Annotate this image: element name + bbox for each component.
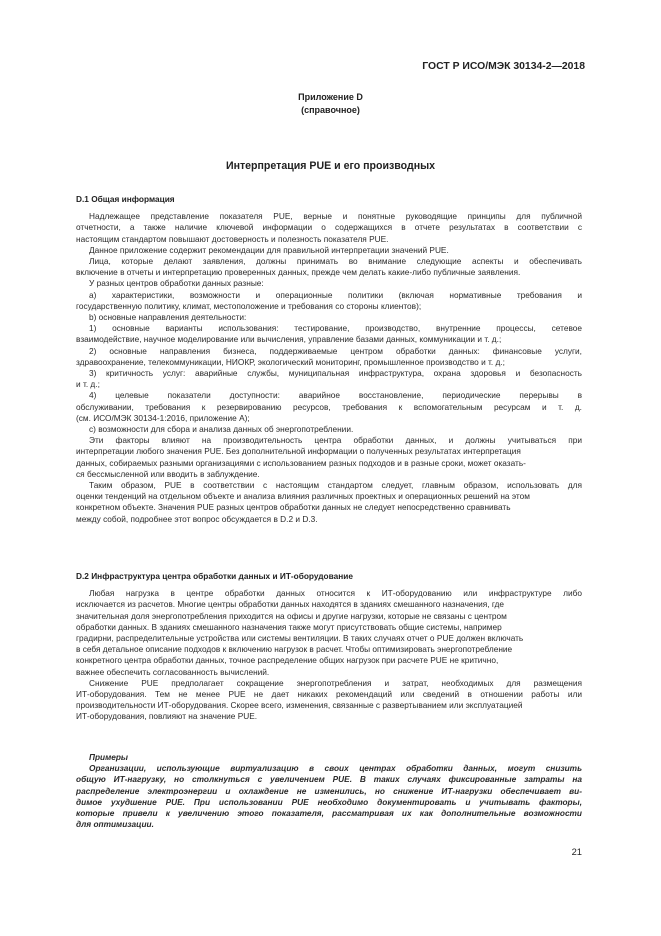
annex-label: Приложение D [298, 92, 363, 102]
example-line: распределение электроэнергии и охлаждение не изменились, но снижение ИТ-нагрузки обеспечивает ви- [76, 785, 582, 796]
document-code: ГОСТ Р ИСО/МЭК 30134-2—2018 [422, 61, 585, 72]
text-line: Таким образом, PUE в соответствии с настоящим стандартом следует, главным образом, использовать для [89, 480, 582, 491]
text-line: настоящим стандартом повышают достоверность и полезность показателя PUE. [76, 233, 389, 244]
section-heading: D.2 Инфраструктура центра обработки данных и ИТ-оборудование [76, 571, 353, 581]
annex-label-block [0, 91, 661, 117]
text-line: Надлежащее представление показателя PUE, верные и понятные руководящие принципы для публичной [89, 211, 582, 222]
text-line: b) основные направления деятельности: [89, 312, 247, 323]
section-heading: D.1 Общая информация [76, 194, 175, 204]
text-line: включение в отчеты и интерпретацию проверенных данных, прежде чем делать какие-либо публичные заявления. [76, 267, 521, 278]
text-line: ИТ-оборудования. Тем не менее PUE не дает никаких рекомендаций или сведений в отношении работы или [76, 689, 582, 700]
text-line: в себя детальное описание подходов к включению нагрузок в расчет. Чтобы оптимизировать энергопотребление [76, 644, 513, 655]
example-line: для оптимизации. [76, 819, 154, 830]
text-line: Любая нагрузка в центре обработки данных относится к ИТ-оборудованию или инфраструктуре либо [89, 588, 582, 599]
text-line: 1) основные варианты использования: тестирование, производство, внутренние процессы, сетевое [89, 323, 582, 334]
examples-block [76, 752, 582, 830]
text-line: 2) основные направления бизнеса, поддерживаемые центром обработки данных: финансовые услуги, [89, 345, 582, 356]
text-line: между собой, подробнее этот вопрос обсуждается в D.2 и D.3. [76, 513, 318, 524]
section-d1 [76, 194, 582, 525]
text-line: значительная доля энергопотребления приходится на офисы и другие нагрузки, которые не связаны с центром [76, 610, 507, 621]
annex-kind: (справочное) [301, 105, 360, 115]
text-line: исключается из расчетов. Многие центры обработки данных находятся в зданиях смешанного назначения, где [76, 599, 504, 610]
text-line: ИТ-оборудования, повлияют на значение PUE. [76, 711, 258, 722]
text-line: обслуживании, требования к резервированию ресурсов, требования к вспомогательным ресурсам и т. д. [76, 401, 582, 412]
text-line: и т. д.; [76, 379, 100, 390]
text-line: Снижение PUE предполагает сокращение энергопотребления и затрат, необходимых для размещения [89, 677, 582, 688]
text-line: здравоохранение, телекоммуникации, НИОКР, экологический мониторинг, промышленное производство и т. д.; [76, 356, 505, 367]
examples-label: Примеры [89, 752, 129, 762]
text-line: важнее обеспечить согласованность вычислений. [76, 666, 270, 677]
text-line: Лица, которые делают заявления, должны принимать во внимание следующие аспекты и обеспечивать [89, 256, 582, 267]
text-line: Эти факторы влияют на производительность центра обработки данных, и должны учитываться при [89, 435, 582, 446]
text-line: c) возможности для сбора и анализа данных об энергопотреблении. [89, 424, 354, 435]
text-line: Данное приложение содержит рекомендации для правильной интерпретации значений PUE. [89, 244, 449, 255]
text-line: производительности ИТ-оборудования. Скорее всего, изменения, связанные с развертыванием или эксплуатацией [76, 700, 523, 711]
text-line: конкретном объекте. Значения PUE разных центров обработки данных не следует непосредственно сравнивать [76, 502, 511, 513]
text-line: а) характеристики, возможности и операционные политики (включая нормативные требования и [89, 289, 582, 300]
text-line: государственную политику, климат, местоположение и требования со стороны клиентов); [76, 300, 422, 311]
text-line: градирни, распределительные устройства или системы вентиляции. В таких случаях отчет о PUE должен включать [76, 633, 524, 644]
page-number: 21 [571, 846, 582, 857]
example-line: димое ухудшение PUE. При использовании PUE необходимо документировать и учитывать факторы, [76, 796, 582, 807]
annex-title: Интерпретация PUE и его производных [225, 160, 436, 172]
example-line: Организации, использующие виртуализацию в своих центрах обработки данных, могут снизить [89, 763, 582, 774]
section-d2 [76, 571, 582, 723]
text-line: оценки тенденций на отдельном объекте и анализа влияния различных проектных и операционных решений на этом [76, 491, 530, 502]
text-line: У разных центров обработки данных разные: [89, 278, 264, 289]
text-line: данных, собираемых разными организациями с использованием разных подходов и в разные сроки, может оказать- [76, 457, 526, 468]
example-line: которые привели к увеличению этого показателя, рассматривая их как дополнительные возможности [76, 808, 582, 819]
text-line: 4) целевые показатели доступности: аварийное восстановление, периодические перерывы в [89, 390, 582, 401]
text-line: 3) критичность услуг: аварийные службы, муниципальная инфраструктура, охрана здоровья и безопасность [89, 368, 582, 379]
text-line: отчетности, а также наличие ключевой информации о содержащихся в отчете результатах в соответствии с [76, 222, 582, 233]
text-line: (см. ИСО/МЭК 30134-1:2016, приложение А); [76, 412, 250, 423]
text-line: взаимодействие, научное моделирование или вычисления, управление базами данных, коммуникации и т. д.; [76, 334, 502, 345]
text-line: ся бессмысленной или вводить в заблуждение. [76, 468, 260, 479]
text-line: конкретного центра обработки данных, точное распределение общих нагрузок при расчете PUE не критично, [76, 655, 499, 666]
example-line: общую ИТ-нагрузку, но столкнуться с увеличением PUE. В таких случаях фиксированные затраты на [76, 774, 582, 785]
text-line: обработки данных. В зданиях смешанного назначения также могут присутствовать общие системы, например [76, 621, 502, 632]
text-line: интерпретации любого значения PUE. Без дополнительной информации о полученных результатах интерпретация [76, 446, 521, 457]
